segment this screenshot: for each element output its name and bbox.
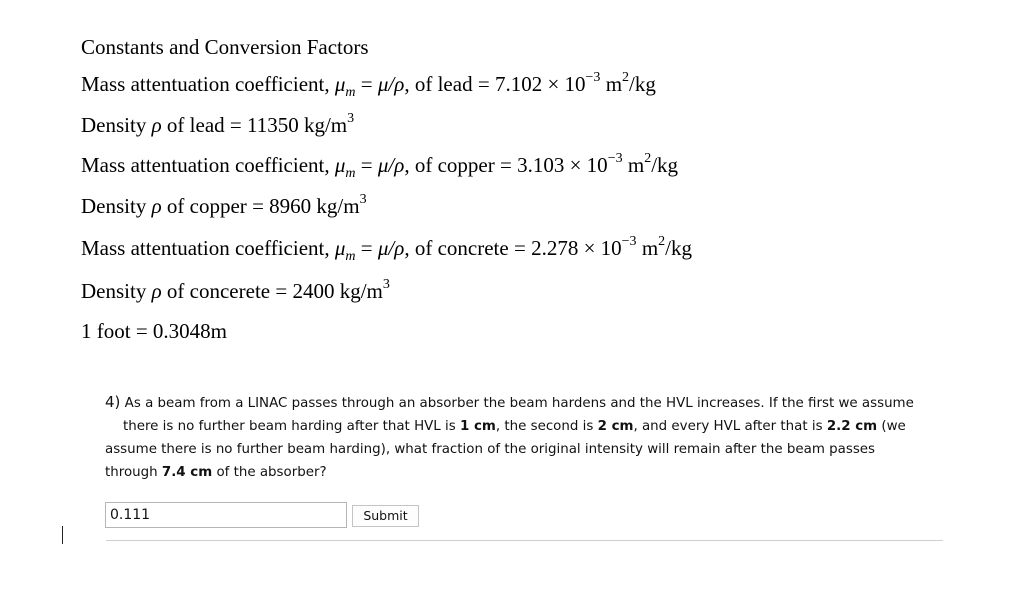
equals-sign: = — [513, 236, 526, 260]
equals-sign: = — [360, 153, 373, 177]
times-ten: × 10 — [583, 236, 622, 260]
exponent: −3 — [607, 151, 623, 166]
mu-subscript: m — [345, 249, 356, 265]
question-line-4 — [105, 461, 945, 484]
lead-density-value: 11350 kg/m — [247, 113, 348, 137]
foot-conversion-line: 1 foot = 0.3048m — [81, 319, 228, 343]
concrete-coefficient-line — [81, 234, 692, 265]
question-text — [105, 391, 945, 484]
mu-symbol: μ — [334, 236, 346, 260]
unit: m — [641, 236, 659, 260]
copper-coefficient-line — [81, 151, 679, 182]
copper-coefficient-value: 3.103 — [517, 153, 565, 177]
rho-symbol: ρ — [151, 113, 162, 137]
lead-coefficient-value: 7.102 — [494, 72, 543, 96]
density-power: 3 — [382, 277, 390, 292]
times-ten: × 10 — [547, 72, 586, 96]
lead-material: , of lead — [404, 72, 473, 96]
unit-tail: /kg — [629, 72, 656, 96]
question-text-5: (we — [881, 419, 906, 434]
lead-density-line — [81, 111, 355, 137]
unit-tail: /kg — [665, 236, 692, 260]
density-label: Density — [81, 113, 147, 137]
question-line-2 — [105, 415, 945, 438]
hvl-2-value: 2 cm — [597, 419, 634, 434]
coefficient-label: Mass attentuation coefficient, — [81, 236, 330, 260]
concrete-material: , of concrete — [404, 236, 509, 260]
submit-button[interactable]: Submit — [352, 505, 419, 527]
coefficient-label: Mass attentuation coefficient, — [81, 72, 330, 96]
density-material: of concerete — [166, 279, 271, 303]
answer-input[interactable] — [105, 502, 347, 528]
unit-power: 2 — [622, 70, 630, 85]
unit: m — [627, 153, 645, 177]
question-text-3: , the second is — [495, 419, 594, 434]
mu-over-rho: μ/ρ — [377, 236, 405, 260]
lead-coefficient-line — [81, 70, 656, 101]
constants-heading: Constants and Conversion Factors — [81, 35, 369, 59]
unit-power: 2 — [644, 151, 652, 166]
concrete-coefficient-value: 2.278 — [531, 236, 579, 260]
mu-subscript: m — [345, 166, 356, 182]
question-text-4: , and every HVL after that is — [633, 419, 823, 434]
unit: m — [605, 72, 623, 96]
density-material: of lead — [166, 113, 225, 137]
question-line-3 — [105, 438, 945, 461]
density-power: 3 — [347, 111, 355, 126]
copper-density-line — [81, 192, 367, 218]
mu-subscript: m — [345, 85, 356, 101]
copper-density-value: 8960 kg/m — [269, 194, 360, 218]
hvl-1-value: 1 cm — [459, 419, 496, 434]
density-label: Density — [81, 279, 147, 303]
hvl-3-value: 2.2 cm — [826, 419, 878, 434]
equals-sign: = — [360, 72, 373, 96]
rho-symbol: ρ — [151, 194, 162, 218]
question-text-8: of the absorber? — [216, 465, 327, 480]
question-line-1 — [105, 391, 945, 415]
unit-power: 2 — [658, 234, 666, 249]
mu-symbol: μ — [334, 72, 346, 96]
mu-over-rho: μ/ρ — [377, 72, 405, 96]
rho-symbol: ρ — [151, 279, 162, 303]
text-cursor — [62, 526, 63, 544]
question-number: 4) — [105, 393, 121, 411]
mu-symbol: μ — [334, 153, 346, 177]
coefficient-label: Mass attentuation coefficient, — [81, 153, 330, 177]
times-ten: × 10 — [569, 153, 608, 177]
equals-sign: = — [360, 236, 373, 260]
equals-sign: = — [252, 194, 264, 218]
question-text-1: As a beam from a LINAC passes through an absorber the beam hardens and the HVL increases. If the first we assume — [124, 396, 914, 411]
equals-sign: = — [500, 153, 512, 177]
density-power: 3 — [359, 192, 367, 207]
thickness-value: 7.4 cm — [161, 465, 213, 480]
question-text-7: through — [105, 465, 158, 480]
equals-sign: = — [229, 113, 242, 137]
mu-over-rho: μ/ρ — [377, 153, 405, 177]
question-text-6: assume there is no further beam harding), what fraction of the original intensity will remain after the beam passes — [105, 442, 876, 457]
density-label: Density — [81, 194, 147, 218]
exponent: −3 — [585, 70, 601, 85]
question-text-2: there is no further beam harding after that HVL is — [123, 419, 456, 434]
equals-sign: = — [275, 279, 288, 303]
density-material: of copper — [166, 194, 247, 218]
concrete-density-line — [81, 277, 390, 303]
divider — [106, 540, 943, 541]
exponent: −3 — [621, 234, 637, 249]
copper-material: , of copper — [404, 153, 495, 177]
equals-sign: = — [477, 72, 490, 96]
unit-tail: /kg — [651, 153, 679, 177]
concrete-density-value: 2400 kg/m — [292, 279, 383, 303]
